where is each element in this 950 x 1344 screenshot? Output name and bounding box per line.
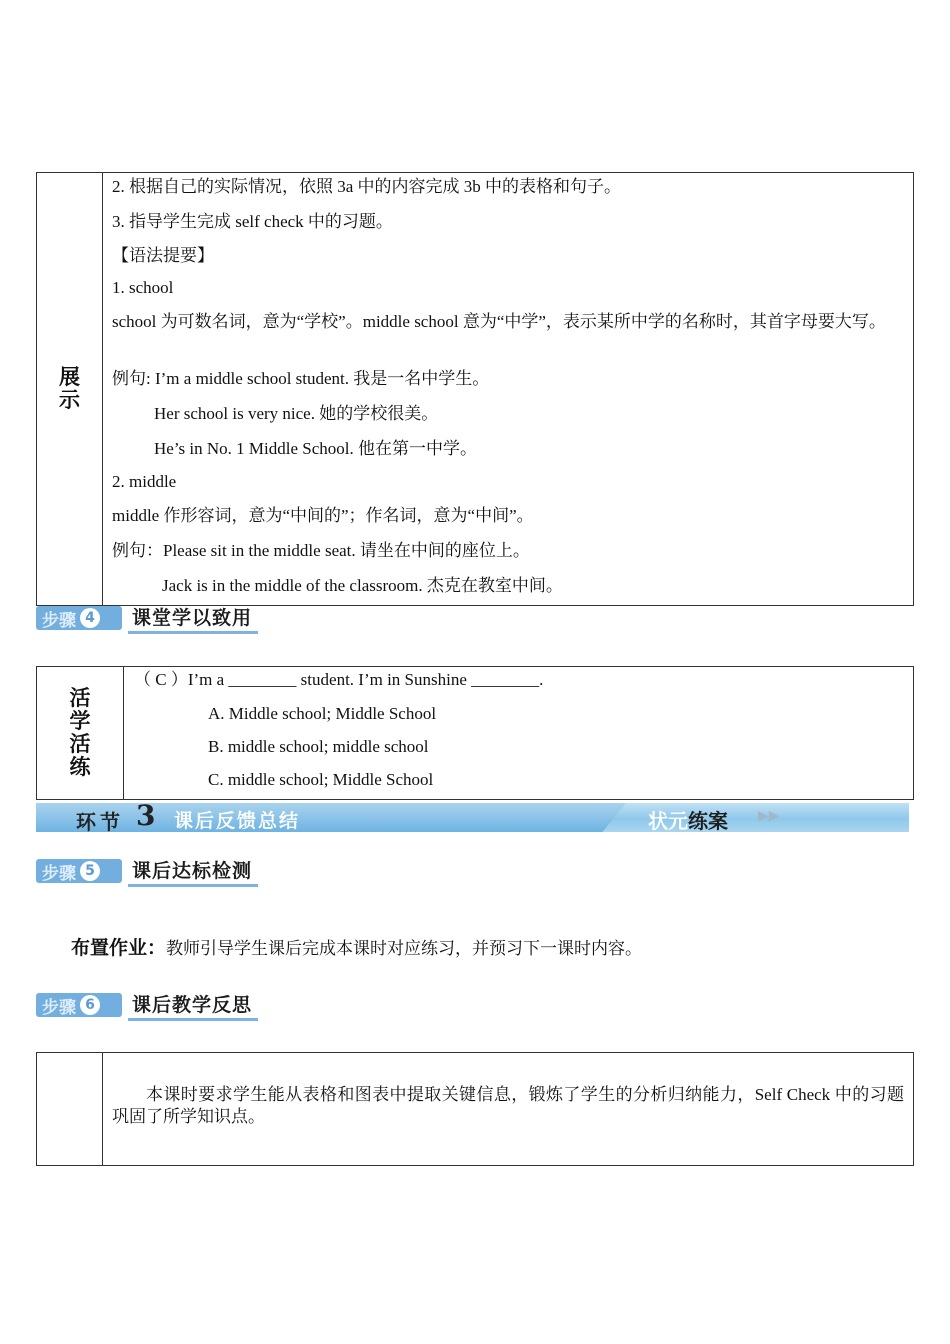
step-badge-label: 步骤 <box>42 610 76 631</box>
step-title: 课后教学反思 <box>128 992 258 1021</box>
reflection-text: 本课时要求学生能从表格和图表中提取关键信息，锻炼了学生的分析归纳能力，Self Check 中的习题巩固了所学知识点。 <box>112 1085 904 1126</box>
step-badge-label: 步骤 <box>42 863 76 884</box>
content-cell <box>103 173 913 605</box>
text-line: 3. 指导学生完成 self check 中的习题。 <box>112 212 393 231</box>
side-label: 展示 <box>59 365 80 412</box>
banner-right-dark: 练案 <box>688 809 728 832</box>
side-label-cell <box>37 173 103 605</box>
double-arrow-icon: ▶▶ <box>758 809 780 824</box>
option-b: B. middle school; middle school <box>208 737 429 756</box>
table-reflection-section <box>36 1052 914 1166</box>
homework-text: 教师引导学生课后完成本课时对应练习，并预习下一课时内容。 <box>166 939 643 958</box>
table-display-section <box>36 172 914 606</box>
text-line: middle 作形容词，意为“中间的”；作名词，意为“中间”。 <box>112 506 534 525</box>
text-line: 2. 根据自己的实际情况，依照 3a 中的内容完成 3b 中的表格和句子。 <box>112 177 622 196</box>
side-label: 活学活练 <box>69 686 91 779</box>
table-practice-section <box>36 666 914 800</box>
example-line: Her school is very nice. 她的学校很美。 <box>154 404 439 423</box>
example-line: 例句: I’m a middle school student. 我是一名中学生。 <box>112 369 490 388</box>
step-number: 4 <box>80 608 100 628</box>
text-paragraph: school 为可数名词，意为“学校”。middle school 意为“中学”，表示某所中学的名称时，其首字母要大写。 <box>112 312 886 331</box>
grammar-heading: 【语法提要】 <box>112 246 214 265</box>
banner-number: 3 <box>136 803 156 832</box>
homework-label: 布置作业： <box>71 937 167 959</box>
banner-left-label: 环节 <box>76 810 124 832</box>
step-badge <box>36 993 122 1017</box>
content-cell <box>103 1053 913 1165</box>
option-c: C. middle school; Middle School <box>208 770 434 789</box>
step-title: 课后达标检测 <box>128 858 258 887</box>
example-line: He’s in No. 1 Middle School. 他在第一中学。 <box>154 439 477 458</box>
section-banner <box>36 803 909 832</box>
homework-line <box>71 933 642 960</box>
text-line: 2. middle <box>112 472 177 491</box>
side-label-cell <box>37 667 124 799</box>
step-title: 课堂学以致用 <box>128 605 258 634</box>
step-number: 5 <box>80 861 100 881</box>
step-badge <box>36 606 122 630</box>
content-cell <box>124 667 913 799</box>
step-badge <box>36 859 122 883</box>
banner-left-band <box>36 803 626 832</box>
banner-right-pale: 状元 <box>648 809 688 832</box>
example-line: 例句：Please sit in the middle seat. 请坐在中间的座位上。 <box>112 541 530 560</box>
banner-right-label <box>648 805 728 832</box>
text-line: 1. school <box>112 278 174 297</box>
example-line: Jack is in the middle of the classroom. 杰克在教室中间。 <box>162 576 563 595</box>
question-line: （ C ）I’m a ________ student. I’m in Sunshine ________. <box>134 670 544 689</box>
option-a: A. Middle school; Middle School <box>208 704 437 723</box>
step-number: 6 <box>80 995 100 1015</box>
side-label-cell <box>37 1053 103 1165</box>
step-badge-label: 步骤 <box>42 997 76 1018</box>
banner-title: 课后反馈总结 <box>174 810 301 832</box>
